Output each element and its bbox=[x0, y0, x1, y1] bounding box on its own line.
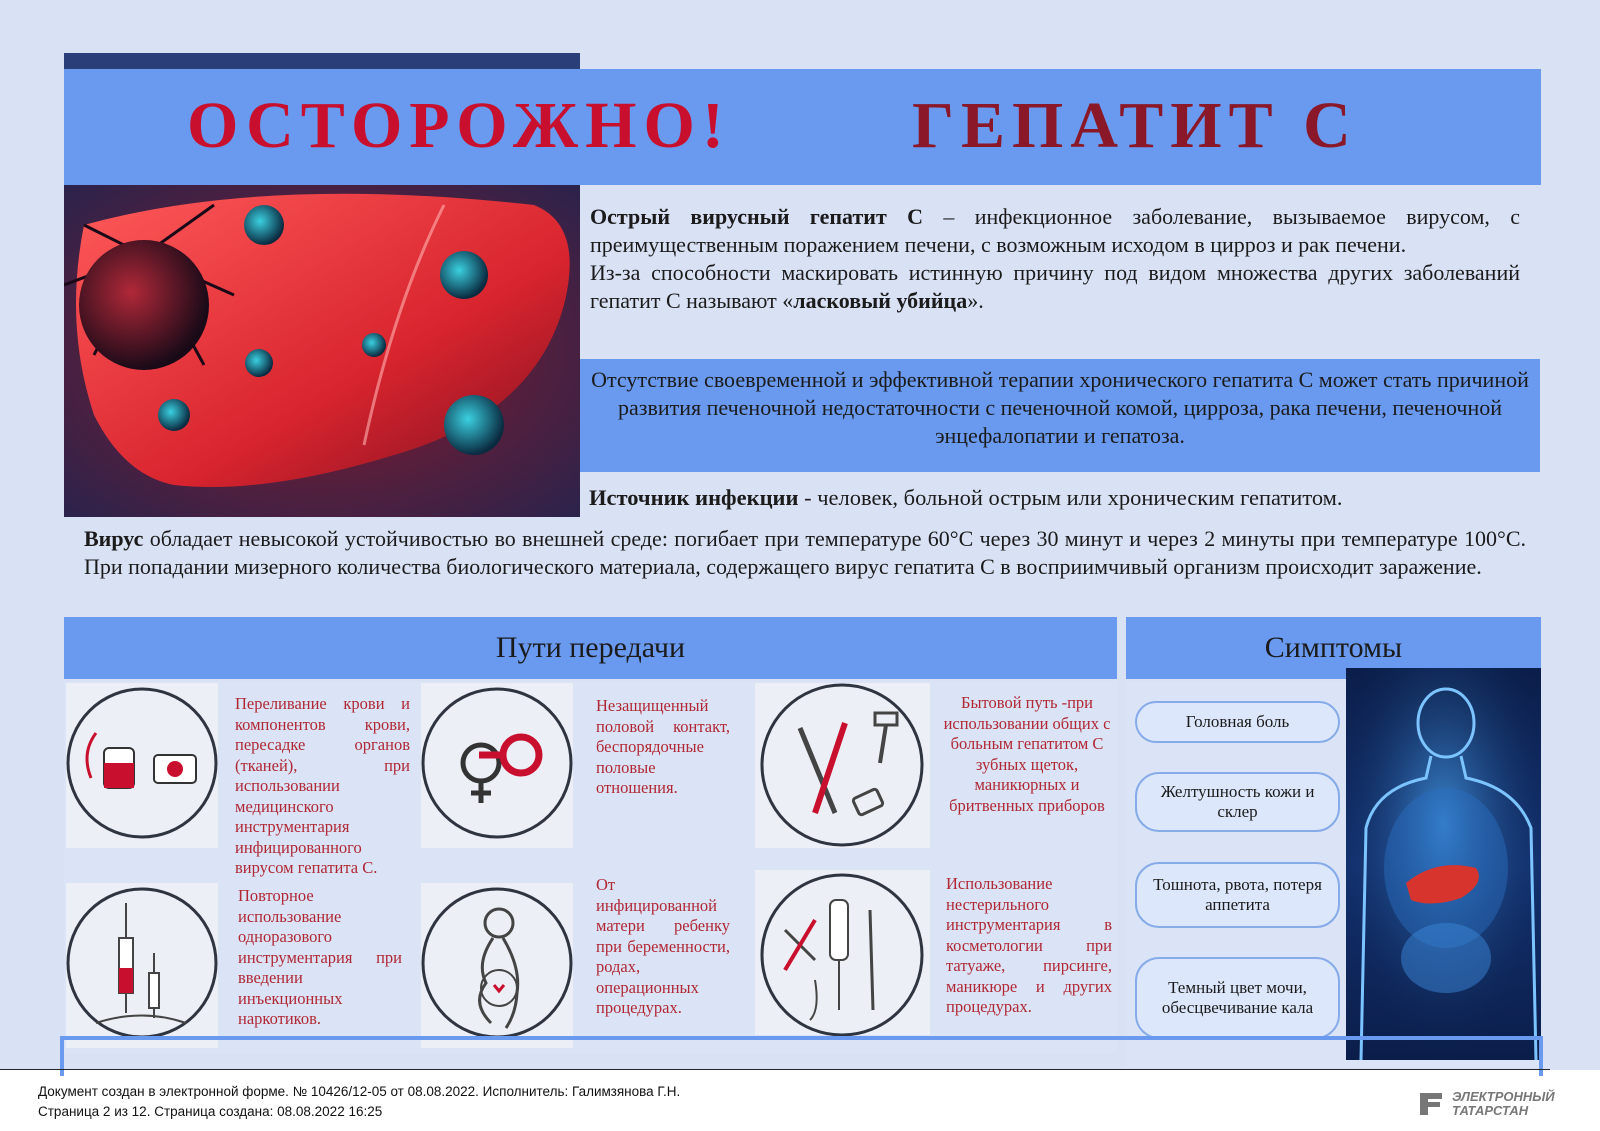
footer-page-info: Страница 2 из 12. Страница создана: 08.08.2022 16:25 bbox=[38, 1104, 383, 1119]
bottom-frame bbox=[60, 1036, 1543, 1076]
symptom-jaundice: Желтушность кожи и склер bbox=[1135, 772, 1340, 832]
footer-divider bbox=[0, 1069, 1550, 1070]
virus-text: обладает невысокой устойчивостью во внешней среде: погибает при температуре 60°С через 30 минут и через 2 минуты при температуре 100°С. При попадании мизерного количества биологического материала, содержащего вирус гепатита С в восприимчивый организм происходит заражение. bbox=[84, 526, 1526, 579]
virus-stability-text bbox=[84, 525, 1526, 581]
liver-virus-illustration bbox=[64, 185, 580, 517]
title-hepatitis: ГЕПАТИТ С bbox=[912, 89, 1358, 162]
gender-symbols-icon bbox=[421, 683, 573, 848]
logo-text-bottom: ТАТАРСТАН bbox=[1452, 1103, 1529, 1118]
intro-term: Острый вирусный гепатит С bbox=[590, 204, 924, 229]
route-injection-drugs: Повторное использование одноразового инструментария при введении инъекционных наркотиков. bbox=[238, 886, 402, 1028]
electronic-tatarstan-logo-icon bbox=[1416, 1089, 1446, 1119]
hero-image-top-edge bbox=[64, 53, 580, 69]
footer-document-info: Документ создан в электронной форме. № 10426/12-05 от 08.08.2022. Исполнитель: Галимзянова Г.Н. bbox=[38, 1084, 681, 1099]
therapy-text: Отсутствие своевременной и эффективной терапии хронического гепатита С может стать причиной развития печеночной недостаточности с печеночной комой, цирроза, рака печени, печеночной энцефалопатии и гепатоза. bbox=[591, 367, 1529, 448]
intro-gentle-killer: ласковый убийца bbox=[793, 288, 968, 313]
symptom-headache: Головная боль bbox=[1135, 701, 1340, 743]
human-body-illustration bbox=[1346, 668, 1541, 1060]
cosmetology-tools-icon bbox=[755, 870, 930, 1035]
route-non-sterile-tools: Использование нестерильного инструментария в косметологии при татуаже, пирсинге, маникюре и других процедурах. bbox=[946, 874, 1112, 1016]
title-warning: ОСТОРОЖНО! bbox=[187, 89, 731, 162]
electronic-tatarstan-logo bbox=[1416, 1084, 1566, 1124]
blood-transfusion-icon bbox=[66, 683, 218, 848]
routes-header bbox=[64, 617, 1117, 679]
syringe-icon bbox=[66, 883, 218, 1048]
intro-definition: – инфекционное заболевание, вызываемое вирусом, с преимущественным поражением печени, с возможным исходом в цирроз и рак печени. bbox=[590, 204, 1520, 257]
virus-label: Вирус bbox=[84, 526, 144, 551]
symptom-nausea: Тошнота, рвота, потеря аппетита bbox=[1135, 862, 1340, 928]
logo-text bbox=[1452, 1090, 1555, 1118]
route-blood-transfusion: Переливание крови и компонентов крови, пересадке органов (тканей), при использовании медицинского инструментария инфицированного вирусом гепатита С. bbox=[235, 694, 410, 877]
symptom-dark-urine: Темный цвет мочи, обесцвечивание кала bbox=[1135, 957, 1340, 1039]
route-mother-to-child: От инфицированной матери ребенку при беременности, родах, операционных процедурах. bbox=[596, 875, 730, 1017]
toothbrush-razor-icon bbox=[755, 683, 930, 848]
intro-masking-text: Из-за способности маскировать истинную причину под видом множества других заболеваний гепатит С называют « bbox=[590, 260, 1520, 313]
intro-masking-end: ». bbox=[967, 288, 984, 313]
infection-source bbox=[589, 484, 1534, 512]
route-household: Бытовой путь -при использовании общих с больным гепатитом С зубных щеток, маникюрных и бритвенных приборов bbox=[943, 693, 1111, 815]
source-label: Источник инфекции bbox=[589, 485, 799, 510]
source-text: - человек, больной острым или хроническим гепатитом. bbox=[798, 485, 1343, 510]
symptoms-title: Симптомы bbox=[1264, 631, 1403, 664]
logo-text-top: ЭЛЕКТРОННЫЙ bbox=[1452, 1089, 1555, 1104]
pregnant-woman-icon bbox=[421, 883, 573, 1048]
intro-text bbox=[590, 203, 1520, 315]
route-sexual-contact: Незащищенный половой контакт, беспорядочные половые отношения. bbox=[596, 696, 730, 797]
routes-title: Пути передачи bbox=[495, 631, 686, 664]
